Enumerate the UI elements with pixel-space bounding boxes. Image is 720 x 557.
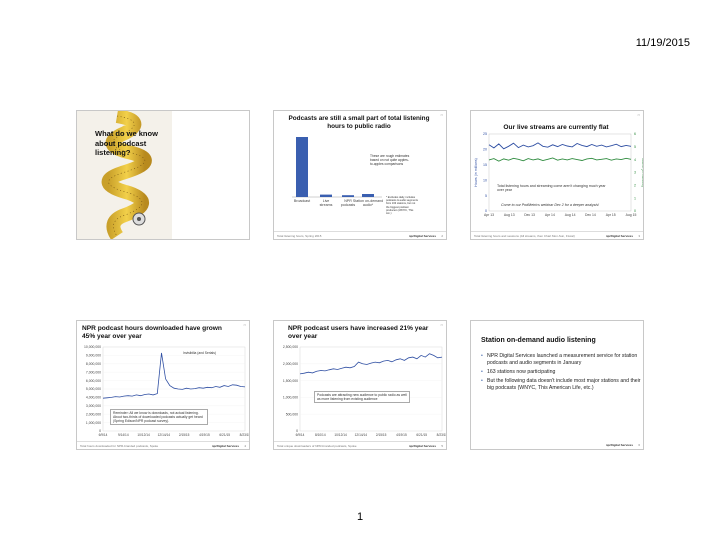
slide-1 (76, 110, 250, 240)
y-tick-label: 9,000,000 (85, 353, 101, 358)
slide-tag: ▭ (637, 113, 640, 117)
bar-category-label: streams (319, 203, 333, 207)
slide-footer (77, 441, 249, 449)
x-tick-label: Dec 14 (585, 213, 596, 217)
y2-tick-label: 0 (634, 209, 636, 214)
y2-tick-label: 3 (634, 170, 636, 175)
x-tick-label: 6/21/15 (416, 433, 428, 437)
y2-axis-label: Users (in millions) (641, 158, 645, 187)
bar-category-label: Broadcast (293, 199, 311, 203)
page-date: 11/19/2015 (635, 37, 690, 49)
y-tick-label: 0 (99, 429, 101, 434)
slide-3 (470, 110, 644, 240)
x-tick-label: 6/9/14 (295, 433, 305, 437)
slide-tag: ▭ (243, 323, 246, 327)
slide-footer (274, 231, 446, 239)
npr-logo: nprDigital Services (605, 443, 633, 447)
footnote: * Excludes daily, includes podcasts & audio segments from 163 stations, but not the biggest podcast producers (WNYC, This Am.) (386, 196, 418, 216)
slide-title: Podcasts are still a small part of total listening hours to public radio (288, 115, 430, 130)
slide-footer (471, 231, 643, 239)
slide-title: NPR podcast users have increased 21% year over year (288, 325, 429, 340)
x-tick-label: 6/21/15 (219, 433, 231, 437)
slide-number: 6 (638, 443, 640, 447)
x-tick-label: 6/9/14 (98, 433, 108, 437)
x-tick-label: 4/19/15 (396, 433, 407, 437)
y-tick-label: 0 (485, 209, 487, 214)
y-tick-label: 500,000 (285, 412, 298, 417)
y-tick-label: 0 (296, 429, 298, 434)
slide-footer (274, 441, 446, 449)
footer-source: Total listening hours and sessions (All streams, then Chart Mon-Sun, Fiscal) (474, 234, 575, 238)
webinar-callout: Come to our PodMetrics webinar Dec 2 for a deeper analysis! (501, 203, 600, 207)
x-tick-label: 8/10/14 (314, 433, 326, 437)
audience-note: Podcasts are attracting new audience to public radio as well as more listening from existing audience (314, 391, 410, 403)
x-tick-label: 10/12/14 (334, 433, 347, 437)
bullet-item: • 163 stations now participating (481, 369, 641, 376)
y-tick-label: 1,000,000 (85, 420, 101, 425)
series-line (489, 158, 631, 161)
y-tick-label: 6,000,000 (85, 378, 101, 383)
y-tick-label: 2,500,000 (282, 345, 298, 350)
series-line (103, 353, 245, 398)
y-tick-label: 7,000,000 (85, 370, 101, 375)
peak-label: Invisibilia (and Serials) (183, 351, 216, 355)
npr-logo: nprDigital Services (211, 444, 239, 448)
x-tick-label: 12/14/14 (354, 433, 368, 437)
y-tick-label: 10,000,000 (84, 345, 101, 350)
slide-title: Station on-demand audio listening (481, 337, 596, 344)
y-tick-label: 4,000,000 (85, 395, 101, 400)
y2-tick-label: 5 (634, 145, 636, 150)
bar-category-label: Live (322, 199, 330, 203)
npr-logo: nprDigital Services (605, 234, 633, 238)
bar (296, 137, 308, 197)
bullet-item: • But the following data doesn't include most major stations and their big podcasts (WNYC, This American Life, etc.) (481, 378, 641, 392)
bar (320, 195, 332, 197)
chart-annotation (497, 184, 607, 192)
bar-category-label: Station on-demand (352, 199, 384, 203)
slide-title: Our live streams are currently flat (503, 124, 609, 131)
bar (362, 194, 374, 197)
bullet-list (481, 353, 641, 394)
y-tick-label: 3,000,000 (85, 404, 101, 408)
live-streams-line-chart (471, 131, 644, 231)
y-tick-label: 2,000,000 (282, 362, 298, 366)
footer-source: Total hours downloaded for NPR-branded podcasts, Spoke (80, 444, 159, 448)
y-tick-label: 20 (483, 147, 487, 152)
bar-category-label: audio* (362, 203, 374, 207)
x-tick-label: 9/14/14 (117, 433, 129, 437)
page-number: 1 (356, 511, 364, 523)
y2-tick-label: 2 (634, 183, 636, 188)
slide-tag: ▭ (440, 323, 443, 327)
bar-category-label: podcasts (340, 203, 356, 207)
annotation-text: Total listening hours and streaming come aren't changing much year over year (497, 184, 606, 192)
y-tick-label: 5,000,000 (85, 387, 101, 392)
y2-tick-label: 4 (634, 157, 636, 162)
y-tick-label: 5 (485, 193, 487, 198)
total-listening-bar-chart (278, 135, 403, 230)
y-tick-label: 15 (483, 163, 487, 167)
bar-category-label: NPR (344, 199, 352, 203)
podcast-hours-line-chart (77, 343, 250, 443)
series-line (489, 143, 631, 149)
plot-frame (300, 347, 442, 431)
estimate-note: These are rough estimates based on not quite apples-to-apples comparisons (370, 154, 410, 166)
y-tick-label: 1,500,000 (282, 378, 298, 383)
x-tick-label: Aug 14 (564, 213, 576, 217)
x-tick-label: 12/14/14 (157, 433, 171, 437)
slide-4 (76, 320, 250, 450)
npr-logo: nprDigital Services (408, 444, 436, 448)
npr-logo: nprDigital Services (408, 234, 436, 238)
y2-tick-label: 6 (634, 132, 636, 137)
slide-2 (273, 110, 447, 240)
x-tick-label: Apr 15 (605, 213, 616, 217)
slide-number: 4 (244, 444, 246, 448)
slide-footer (471, 441, 643, 449)
footer-source: Total unique downloaders of NPR-branded podcasts, Spoke (277, 444, 357, 448)
x-tick-label: 2/15/15 (375, 433, 387, 437)
bullet-item: • NPR Digital Services launched a measurement service for station podcasts and audio segments in January (481, 353, 641, 367)
x-tick-label: Aug 13 (503, 213, 515, 217)
slide-tag: ▭ (440, 113, 443, 117)
slide-number: 2 (441, 234, 443, 238)
x-tick-label: 8/23/15 (239, 433, 251, 437)
bar (342, 195, 354, 197)
y-tick-label: 1,000,000 (282, 395, 298, 400)
x-tick-label: Apr 13 (484, 213, 494, 217)
x-tick-label: 10/12/14 (137, 433, 150, 437)
slide-5 (273, 320, 447, 450)
slide-title: What do we know about podcast listening? (95, 129, 158, 157)
slide-6 (470, 320, 644, 450)
reminder-note: Reminder: All we know is downloads, not actual listening. About two-thirds of downloaded podcasts actually get heard (Spring Edison/NPR podcast survey). (110, 409, 208, 425)
x-tick-label: Aug 15 (625, 213, 637, 217)
x-tick-label: 2/15/15 (178, 433, 190, 437)
slide-number: 3 (638, 234, 640, 238)
slide-title: NPR podcast hours downloaded have grown 45% year over year (82, 325, 222, 340)
y-tick-label: 2,000,000 (85, 412, 101, 417)
y-tick-label: 25 (483, 132, 487, 137)
y-tick-label: 8,000,000 (85, 362, 101, 366)
y-axis-label: Hours (in millions) (474, 158, 478, 187)
y-tick-label: 10 (483, 178, 487, 183)
slide-number: 5 (441, 444, 443, 448)
x-tick-label: 8/23/15 (436, 433, 448, 437)
y2-tick-label: 1 (634, 196, 636, 201)
x-tick-label: 4/19/15 (199, 433, 210, 437)
x-tick-label: Apr 14 (544, 213, 555, 217)
x-tick-label: Dec 13 (524, 213, 535, 217)
footer-source: Total listening hours, Spring 2015 (277, 234, 322, 238)
